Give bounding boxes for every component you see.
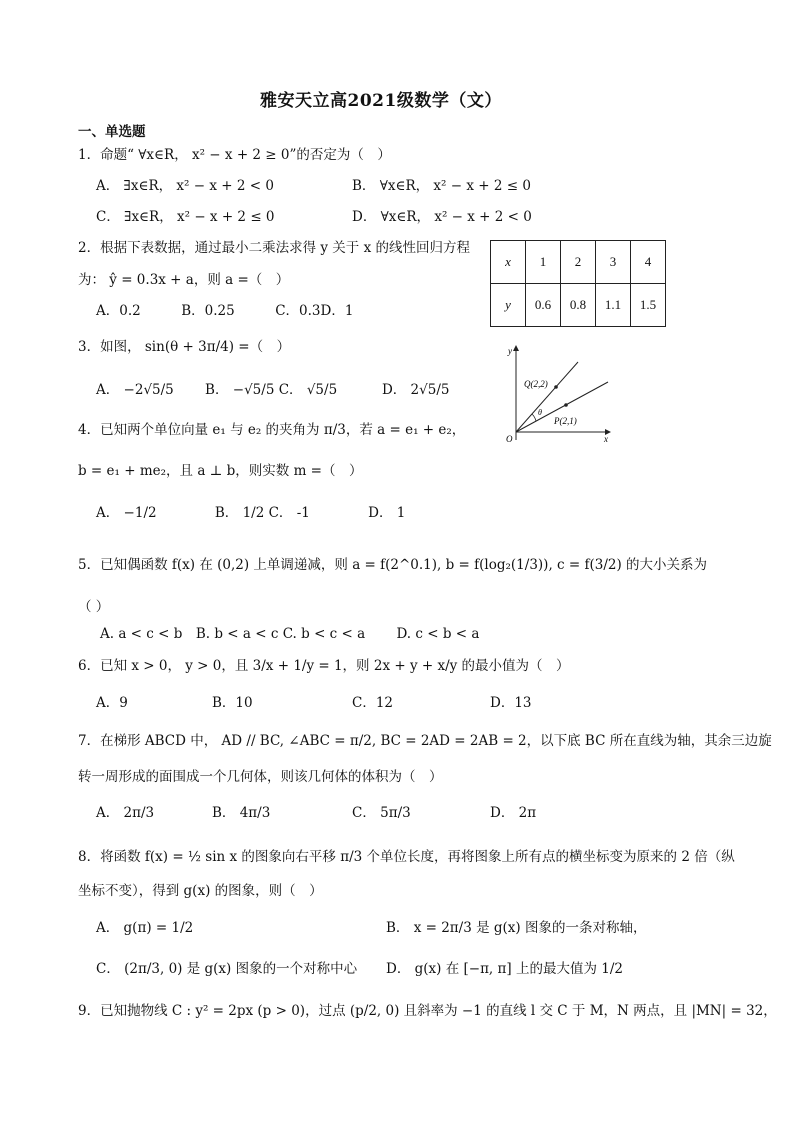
angle-figure [486, 340, 616, 446]
table-cell: x [491, 241, 526, 284]
q1-stem: 1．命题“ ∀x∈R， x² − x + 2 ≥ 0”的否定为（ ） [78, 147, 391, 163]
point-q [554, 385, 558, 389]
q3-stem: 3．如图， sin(θ + 3π/4) =（ ） [78, 339, 291, 355]
table-cell: 1.1 [596, 284, 631, 327]
q4-options: A． −1/2 B． 1/2 C． -1 D． 1 [96, 505, 406, 521]
q7-stem-line1: 7．在梯形 ABCD 中， AD // BC, ∠ABC = π/2, BC = 2AD = 2AB = 2，以下底 BC 所在直线为轴，其余三边旋 [78, 733, 772, 749]
q8-stem-line2: 坐标不变），得到 g(x) 的图象，则（ ） [78, 883, 323, 899]
angle-arc [532, 414, 536, 421]
q7-stem-line2: 转一周形成的面围成一个几何体，则该几何体的体积为（ ） [78, 769, 443, 785]
q4-stem-line1: 4．已知两个单位向量 e₁ 与 e₂ 的夹角为 π/3，若 a = e₁ + e₂， [78, 422, 466, 438]
q6-stem: 6．已知 x > 0， y > 0，且 3/x + 1/y = 1，则 2x + y + x/y 的最小值为（ ） [78, 658, 570, 674]
q5-options: A. a < c < b B. b < a < c C. b < c < a D. c < b < a [100, 626, 480, 642]
table-cell: 3 [596, 241, 631, 284]
q8-option-c: C． (2π/3, 0) 是 g(x) 图象的一个对称中心 [96, 961, 358, 977]
q5-paren: （ ） [78, 599, 110, 615]
q8-option-b: B． x = 2π/3 是 g(x) 图象的一条对称轴， [386, 920, 647, 936]
regression-table [490, 240, 666, 327]
y-axis-label: y [508, 346, 512, 356]
q7-option-b: B． 4π/3 [212, 805, 271, 821]
theta-label: θ [538, 408, 542, 417]
q1-option-a: A． ∃x∈R， x² − x + 2 < 0 [96, 178, 274, 194]
q1-option-d: D． ∀x∈R， x² − x + 2 < 0 [352, 209, 532, 225]
q7-option-d: D． 2π [490, 805, 537, 821]
table-cell: 4 [631, 241, 666, 284]
table-cell: 1.5 [631, 284, 666, 327]
q1-option-b: B． ∀x∈R， x² − x + 2 ≤ 0 [352, 178, 531, 194]
origin-label: O [506, 434, 513, 444]
table-cell: 2 [561, 241, 596, 284]
q8-stem-line1: 8．将函数 f(x) = ½ sin x 的图象向右平移 π/3 个单位长度，再将图象上所有点的横坐标变为原来的 2 倍（纵 [78, 849, 735, 865]
q6-option-b: B．10 [212, 695, 253, 711]
q9-stem: 9．已知抛物线 C : y² = 2px (p > 0)，过点 (p/2, 0) 且斜率为 −1 的直线 l 交 C 于 M，N 两点，且 |MN| = 32， [78, 1003, 777, 1019]
table-cell: y [491, 284, 526, 327]
table-cell: 0.8 [561, 284, 596, 327]
page-title: 雅安天立高2021级数学（文） [260, 91, 502, 111]
q7-option-c: C． 5π/3 [352, 805, 411, 821]
p-label: P(2,1) [554, 416, 577, 426]
table-row [491, 284, 666, 327]
q1-option-c: C． ∃x∈R， x² − x + 2 ≤ 0 [96, 209, 275, 225]
x-axis-label: x [604, 434, 608, 444]
q2-options: A．0.2 B．0.25 C．0.3D．1 [96, 303, 354, 319]
q6-option-c: C．12 [352, 695, 394, 711]
table-cell: 1 [526, 241, 561, 284]
q-label: Q(2,2) [524, 379, 548, 389]
table-cell: 0.6 [526, 284, 561, 327]
section-heading: 一、单选题 [78, 124, 146, 140]
q2-stem-line2: 为： ŷ = 0.3x + a，则 a =（ ） [78, 272, 290, 288]
q4-stem-line2: b = e₁ + me₂，且 a ⊥ b，则实数 m =（ ） [78, 463, 363, 479]
point-p [564, 403, 568, 407]
q8-option-a: A． g(π) = 1/2 [96, 920, 194, 936]
q6-option-d: D．13 [490, 695, 532, 711]
q2-stem-line1: 2．根据下表数据，通过最小二乘法求得 y 关于 x 的线性回归方程 [78, 240, 470, 256]
q7-option-a: A． 2π/3 [96, 805, 155, 821]
q5-stem: 5．已知偶函数 f(x) 在 (0,2) 上单调递减，则 a = f(2^0.1), b = f(log₂(1/3)), c = f(3/2) 的大小关系为 [78, 557, 708, 573]
q6-option-a: A．9 [96, 695, 128, 711]
table-row [491, 241, 666, 284]
q8-option-d: D． g(x) 在 [−π, π] 上的最大值为 1/2 [386, 961, 623, 977]
q3-options: A． −2√5/5 B． −√5/5 C． √5/5 D． 2√5/5 [96, 382, 450, 398]
